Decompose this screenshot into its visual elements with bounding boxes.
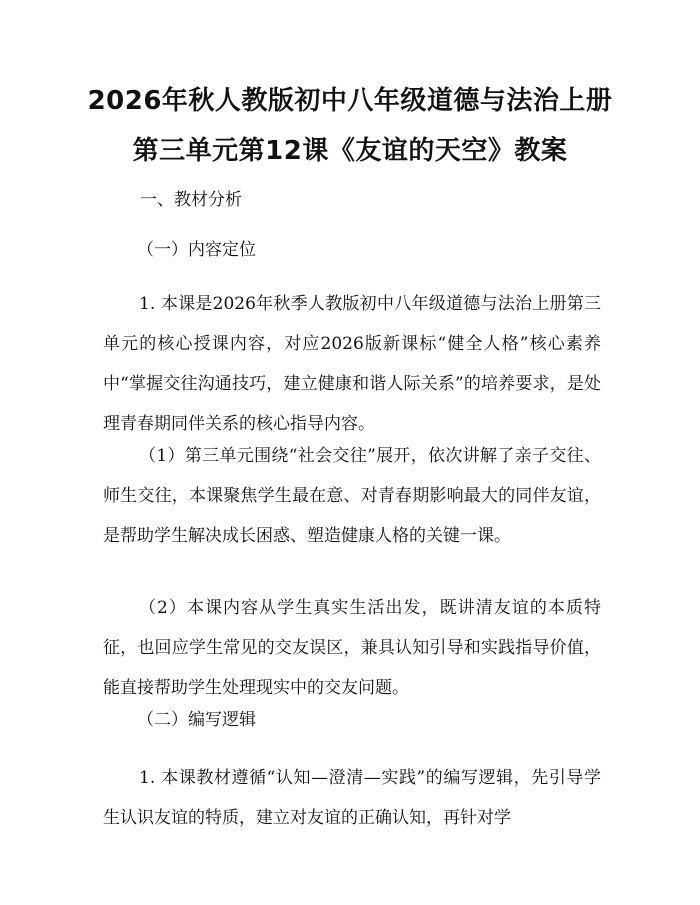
- document-title-line-1: 2026年秋人教版初中八年级道德与法治上册: [87, 86, 613, 116]
- document-title-line-2: 第三单元第12课《友谊的天空》教案: [132, 136, 568, 166]
- section-heading-teaching-material-analysis: 一、教材分析: [140, 190, 242, 210]
- subsection-heading-content-positioning: （一）内容定位: [137, 240, 256, 260]
- subsection-heading-writing-logic: （二）编写逻辑: [137, 710, 256, 730]
- paragraph-writing-logic: 1. 本课教材遵循“认知—澄清—实践”的编写逻辑，先引导学生认识友谊的特质，建立对友谊的正确认知，再针对学: [103, 768, 601, 828]
- paragraph-content-value: （2）本课内容从学生真实生活出发，既讲清友谊的本质特征，也回应学生常见的交友误区，兼具认知引导和实践指导价值，能直接帮助学生处理现实中的交友问题。: [103, 598, 601, 698]
- paragraph-unit-context: （1）第三单元围绕“社会交往”展开，依次讲解了亲子交往、师生交往，本课聚焦学生最在意、对青春期影响最大的同伴友谊，是帮助学生解决成长困惑、塑造健康人格的关键一课。: [103, 446, 601, 546]
- paragraph-lesson-positioning: 1. 本课是2026年秋季人教版初中八年级道德与法治上册第三单元的核心授课内容，对应2026版新课标“健全人格”核心素养中“掌握交往沟通技巧，建立健康和谐人际关系”的培养要求，是处理青春期同伴关系的核心指导内容。: [103, 294, 601, 434]
